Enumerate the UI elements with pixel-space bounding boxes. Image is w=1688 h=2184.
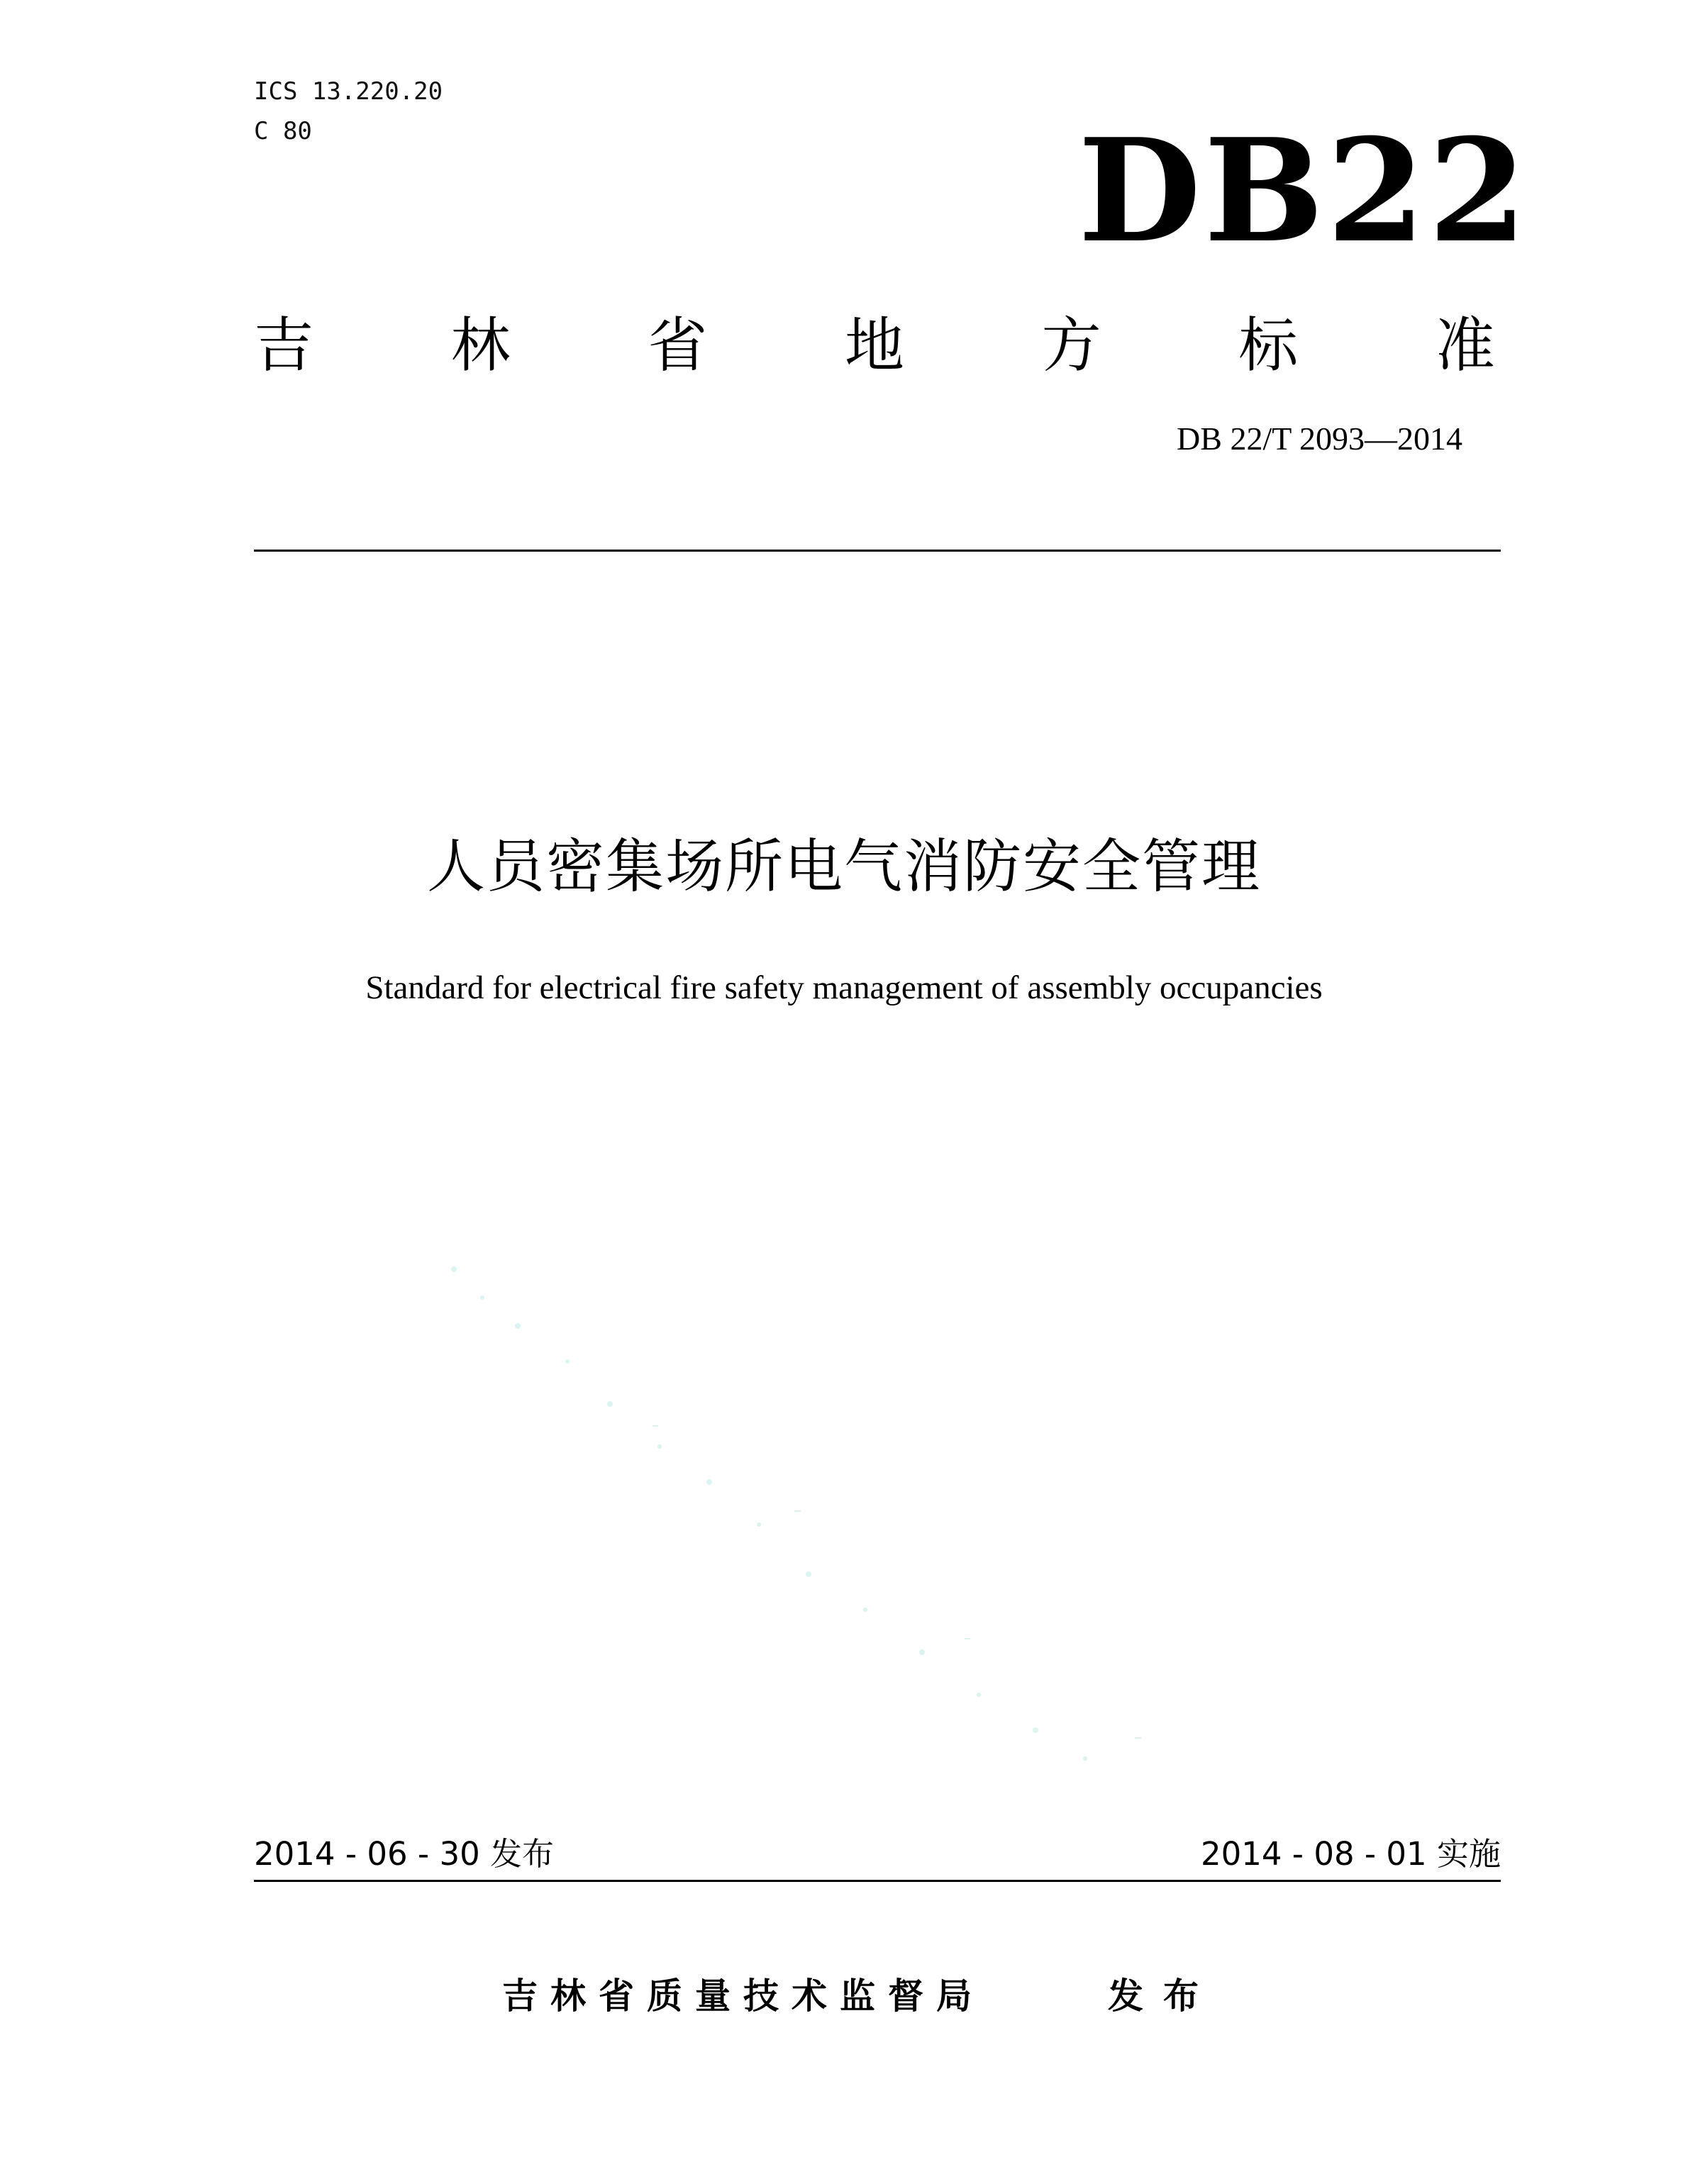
bottom-divider [254, 1880, 1501, 1882]
standard-type-char: 林 [450, 311, 511, 380]
publish-label: 发布 [1108, 1976, 1218, 2017]
faint-watermark [426, 1241, 1348, 1780]
title-chinese: 人员密集场所电气消防安全管理 [426, 833, 1261, 901]
ics-code: ICS 13.220.20 [254, 77, 443, 106]
standard-type-char: 准 [1435, 311, 1495, 380]
standard-type-heading [254, 306, 1495, 384]
issue-date: 2014 - 06 - 30 发布 [254, 1835, 555, 1873]
standard-type-char: 方 [1041, 311, 1101, 380]
classification-codes [254, 79, 443, 159]
db22-logo: DB22 [1078, 108, 1530, 274]
standard-type-char: 吉 [254, 311, 314, 380]
top-divider [254, 550, 1501, 552]
standard-number: DB 22/T 2093—2014 [1177, 420, 1462, 457]
implementation-date: 2014 - 08 - 01 实施 [1200, 1835, 1501, 1873]
standard-type-char: 地 [844, 311, 904, 380]
publisher-name: 吉林省质量技术监督局 [502, 1976, 984, 2017]
ccs-code: C 80 [254, 117, 312, 145]
title-english: Standard for electrical fire safety management of assembly occupancies [365, 969, 1323, 1006]
standard-type-char: 省 [648, 311, 708, 380]
standard-type-char: 标 [1238, 311, 1299, 380]
